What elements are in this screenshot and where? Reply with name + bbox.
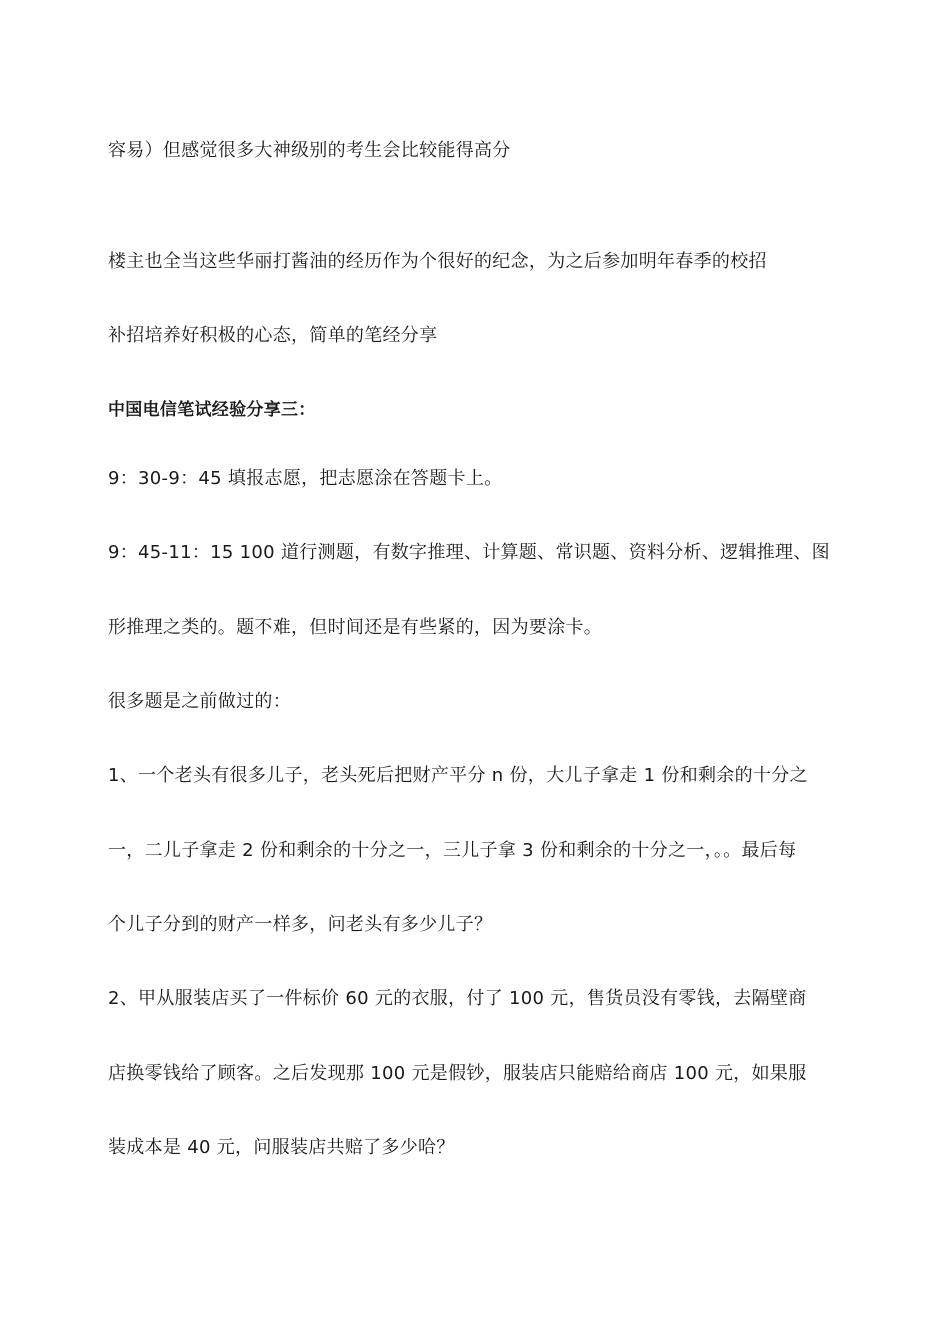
paragraph-line: 很多题是之前做过的： [108,691,291,712]
paragraph-line: 个儿子分到的财产一样多，问老头有多少儿子？ [108,914,493,935]
paragraph-line: 1、一个老头有很多儿子，老头死后把财产平分 n 份，大儿子拿走 1 份和剩余的十分之 [108,765,808,786]
paragraph-line: 9：45-11：15 100 道行测题，有数字推理、计算题、常识题、资料分析、逻辑推理、图 [108,542,830,563]
paragraph-line: 一，二儿子拿走 2 份和剩余的十分之一，三儿子拿 3 份和剩余的十分之一，。。最后每 [108,840,797,861]
paragraph-line: 2、甲从服装店买了一件标价 60 元的衣服，付了 100 元，售货员没有零钱，去隔壁商 [108,988,807,1009]
paragraph-line: 补招培养好积极的心态，简单的笔经分享 [108,325,438,346]
paragraph-line: 形推理之类的。题不难，但时间还是有些紧的，因为要涂卡。 [108,617,603,638]
section-heading: 中国电信笔试经验分享三： [108,400,316,420]
paragraph-line: 装成本是 40 元，问服装店共赔了多少哈？ [108,1137,455,1158]
paragraph-line: 9：30-9：45 填报志愿，把志愿涂在答题卡上。 [108,468,503,489]
paragraph-line: 店换零钱给了顾客。之后发现那 100 元是假钞，服装店只能赔给商店 100 元，如果服 [108,1063,807,1084]
paragraph-line: 容易）但感觉很多大神级别的考生会比较能得高分 [108,140,511,161]
paragraph-line: 楼主也全当这些华丽打酱油的经历作为个很好的纪念，为之后参加明年春季的校招 [108,251,767,272]
